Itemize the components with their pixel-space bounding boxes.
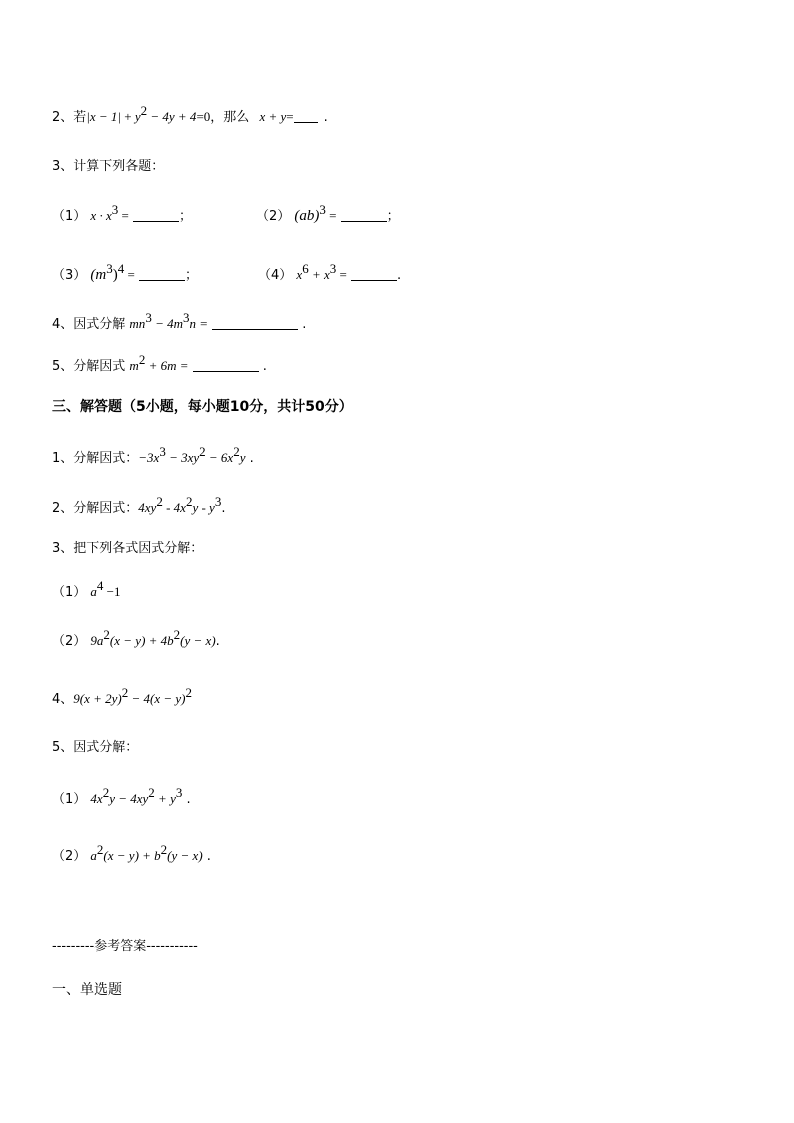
part-number: （2） (52, 634, 87, 649)
solve-question-2 (52, 494, 226, 518)
section-1-answer-title: 一、单选题 (52, 982, 122, 998)
expr: + y (154, 791, 176, 806)
expr: a (90, 848, 97, 863)
q3-part-3 (52, 261, 198, 285)
answer-blank[interactable] (351, 268, 397, 281)
answer-blank[interactable] (212, 317, 298, 330)
exponent: 2 (173, 627, 181, 642)
expr: −1 (103, 584, 121, 599)
period: . (245, 451, 254, 466)
answer-blank[interactable] (133, 209, 179, 222)
part-number: （1） (52, 792, 87, 807)
exponent: 6 (302, 261, 309, 276)
q-label: 5、分解因式 (52, 359, 126, 374)
expr: + x (308, 267, 330, 282)
expr: − 4m (151, 316, 183, 331)
solve-question-3: 3、把下列各式因式分解： (52, 541, 204, 556)
period: . (182, 792, 191, 807)
exponent: 3 (145, 310, 152, 325)
q-label: 1、分解因式： (52, 451, 139, 466)
period: . (221, 501, 226, 516)
period: . (262, 359, 267, 374)
expr: (y − x) (167, 848, 203, 863)
expr: 9a (90, 633, 104, 648)
expr: - 4x (162, 500, 186, 515)
section-3-title: 三、解答题（5小题，每小题10分，共计50分） (52, 399, 353, 415)
separator: ； (184, 268, 198, 283)
part-number: （4） (258, 268, 293, 283)
exponent: 2 (102, 785, 110, 800)
exponent: 2 (185, 685, 193, 700)
exponent: 4 (117, 261, 125, 276)
answer-blank[interactable] (193, 359, 259, 372)
exponent: 3 (319, 202, 326, 217)
expr: y - y (192, 500, 215, 515)
exponent: 3 (182, 310, 190, 325)
s3-part-2 (52, 627, 220, 651)
exponent: 3 (175, 785, 183, 800)
part-number: （3） (52, 268, 87, 283)
exponent: 3 (329, 261, 337, 276)
separator: ； (386, 209, 400, 224)
expr: + 6m = (145, 358, 189, 373)
y-term: y (134, 109, 141, 124)
exponent: 2 (160, 842, 168, 857)
exponent: 2 (148, 785, 155, 800)
period: . (215, 634, 220, 649)
expr: (x − y) + b (103, 848, 161, 863)
exponent: 2 (96, 842, 104, 857)
plus: + (120, 109, 135, 124)
s5-part-1 (52, 785, 191, 809)
solve-question-4 (52, 685, 193, 709)
equals: = (325, 208, 337, 223)
expr: − 4(x − y) (128, 691, 186, 706)
expr: 4x (90, 791, 103, 806)
expr: 9(x + 2y) (73, 691, 122, 706)
expr: (ab) (294, 208, 320, 224)
q3-part-2 (256, 202, 400, 226)
part-number: （2） (256, 209, 291, 224)
q3-part-1 (52, 202, 192, 226)
exponent: 3 (214, 494, 222, 509)
abs-term: |x − 1| (86, 109, 121, 124)
solve-question-5: 5、因式分解： (52, 740, 139, 755)
exponent: 2 (199, 444, 206, 459)
exponent: 2 (103, 627, 110, 642)
equals: = (124, 267, 135, 282)
q3-part-4 (258, 261, 402, 285)
solve-question-1 (52, 444, 254, 468)
paren: ) (112, 267, 118, 283)
expr: − 3xy (165, 450, 200, 465)
s5-part-2 (52, 842, 211, 866)
exponent: 3 (111, 202, 119, 217)
ask-expr: x + y (259, 109, 287, 124)
expr: y − 4xy (109, 791, 149, 806)
exponent: 2 (185, 494, 193, 509)
period: . (302, 317, 307, 332)
expr: x (296, 267, 303, 282)
answer-blank[interactable] (139, 268, 185, 281)
expr: −3x (138, 450, 160, 465)
exponent: 2 (233, 444, 240, 459)
expr: a (90, 584, 97, 599)
expr: mn (129, 316, 146, 331)
expr: n = (189, 316, 209, 331)
inner-exponent: 3 (106, 261, 113, 276)
q-label: 2、分解因式： (52, 501, 139, 516)
separator: . (396, 268, 402, 283)
period: . (323, 110, 328, 125)
separator: ； (178, 209, 192, 224)
exponent: 2 (121, 685, 129, 700)
q-label: 4、因式分解 (52, 317, 126, 332)
expr: (x − y) + 4b (109, 633, 174, 648)
divider-dashes: ----------- (146, 939, 198, 954)
equals: = (118, 208, 129, 223)
question-2-fill (52, 103, 328, 127)
q-label: 4、 (52, 692, 74, 707)
exponent: 4 (96, 578, 104, 593)
expr: − 6x (205, 450, 234, 465)
s3-part-1 (52, 578, 121, 602)
expr: m (129, 358, 139, 373)
part-number: （1） (52, 209, 87, 224)
answer-key-title: 参考答案 (94, 939, 147, 954)
answer-key-header (52, 938, 198, 956)
equals: = (336, 267, 347, 282)
divider-dashes: --------- (52, 939, 95, 954)
expr: x · x (90, 208, 112, 223)
q-label: 2、若 (52, 110, 87, 125)
exponent: 2 (138, 352, 146, 367)
expr: y (239, 450, 246, 465)
q-mid: ，那么 (210, 110, 250, 125)
equals: = (286, 109, 294, 124)
expr: 4xy (138, 500, 157, 515)
part-number: （1） (52, 585, 87, 600)
question-4-fill (52, 310, 307, 334)
rest-term: − 4y + 4 (147, 109, 197, 124)
exponent: 2 (156, 494, 163, 509)
question-5-fill (52, 352, 267, 376)
expr: (m (90, 267, 107, 283)
exponent: 3 (159, 444, 166, 459)
answer-blank[interactable] (341, 209, 387, 222)
equals-zero: =0 (196, 109, 211, 124)
period: . (202, 849, 211, 864)
part-number: （2） (52, 849, 87, 864)
exponent: 2 (140, 103, 148, 118)
question-3-fill: 3、计算下列各题： (52, 159, 165, 174)
answer-blank[interactable] (294, 110, 318, 123)
expr: (y − x) (180, 633, 216, 648)
